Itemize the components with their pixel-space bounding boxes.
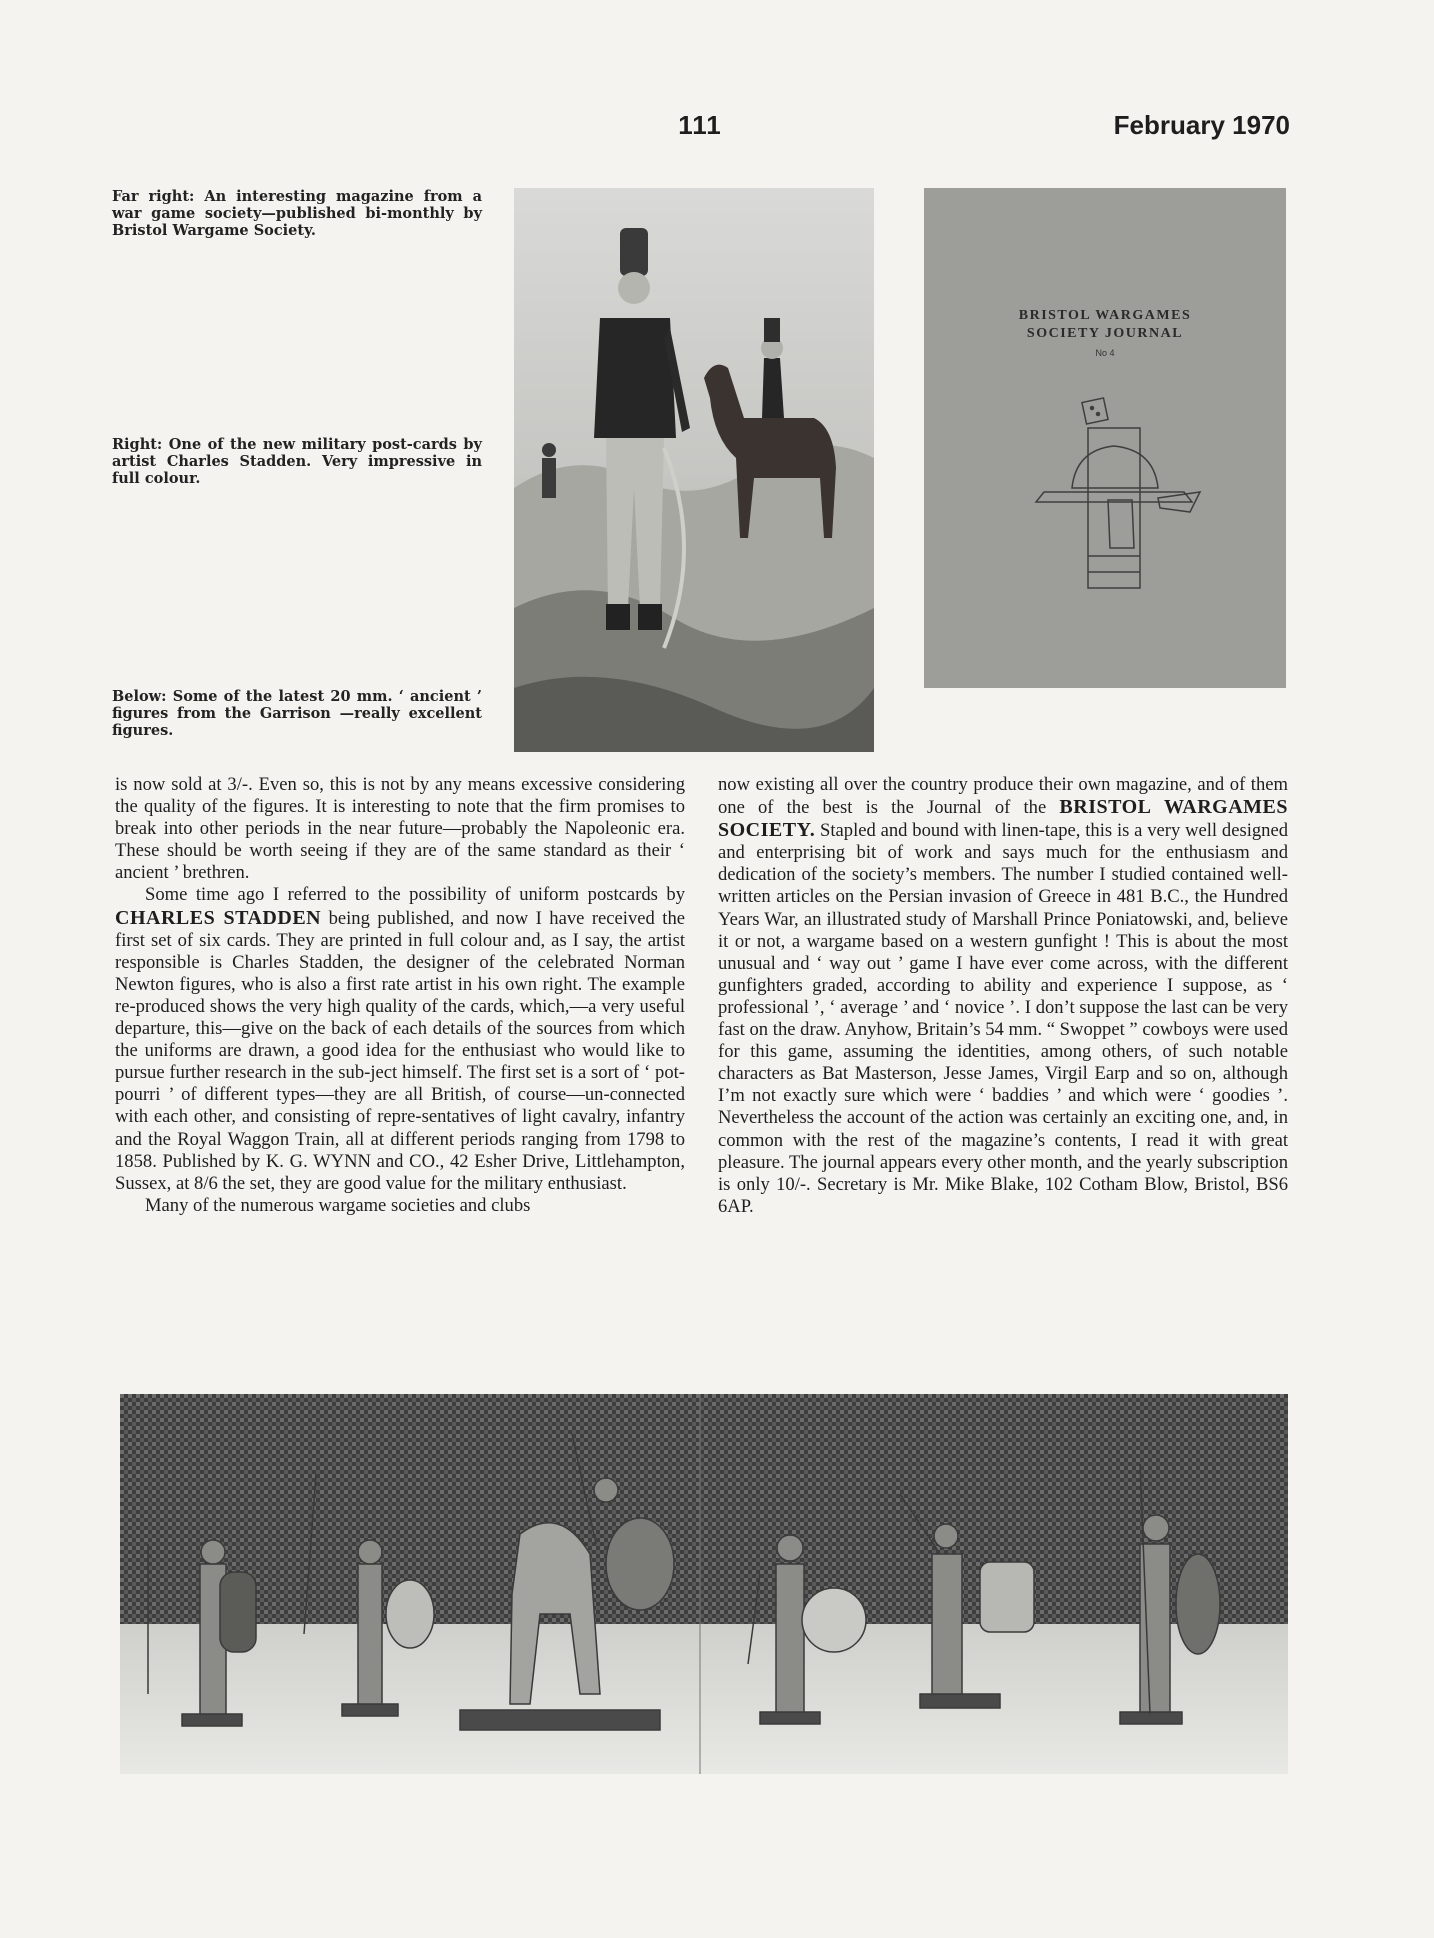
paragraph: Many of the numerous wargame societies and clubs	[145, 1194, 531, 1216]
caption-label: Right:	[112, 436, 163, 453]
society-name: BRISTOL WARGAMES SOCIETY.	[718, 796, 1289, 842]
caption-text: One of the new military post-cards by artist Charles Stadden. Very impressive in full colour.	[112, 436, 482, 487]
journal-cover	[924, 188, 1286, 688]
caption-right	[112, 436, 482, 487]
article-column-left	[115, 774, 685, 1217]
paragraph-text: being published, and now I have received the first set of six cards. They are printed in full colour and, as I say, the artist responsible is Charles Stadden, the designer of the celebrated Norman Newton figures, who is also a first rate artist in his own right. The example re-produced shows the very high quality of the cards, which,—a very useful departure, this—give on the back of each details of the sources from which the uniforms are drawn, a good idea for the enthusiast who would like to pursue further research in the sub-ject himself. The first set is a sort of ‘ pot-pourri ’ of different types—they are all British, of course—un-connected with each other, and consisting of repre-sentatives of light cavalry, infantry and the Royal Waggon Train, all at different periods ranging from 1798 to 1858. Published by K. G. WYNN and CO., 42 Esher Drive, Littlehampton, Sussex, at 8/6 the set, they are good value for the military enthusiast.	[115, 907, 686, 1194]
artist-name: CHARLES STADDEN	[115, 906, 322, 929]
paragraph-text: Stapled and bound with linen-tape, this is a very well designed and enterprising bit of work and says much for the enthusiasm and dedication of the society’s members. The number I studied contained well-written articles on the Persian invasion of Greece in 481 B.C., the Hundred Years War, an illustrated study of Marshall Prince Poniatowski, and, believe it or not, a wargame based on a western gunfight ! This is about the most unusual and ‘ way out ’ game I have ever come across, with the different gunfighters graded, according to ability and experience I suppose, as ‘ professional ’, ‘ average ’ and ‘ novice ’. I don’t suppose the last can be very fast on the draw. Anyhow, Britain’s 54 mm. “ Swoppet ” cowboys were used for this game, assuming the identities, among others, of such notable characters as Bat Masterson, Jesse James, Virgil Earp and so on, although I’m not exactly sure which were ‘ baddies ’ and which were ‘ goodies ’. Nevertheless the account of the action was certainly an exciting one, and, in common with the rest of the magazine’s contents, I read it with great pleasure. The journal appears every other month, and the yearly subscription is only 10/-. Secretary is Mr. Mike Blake, 102 Cotham Blow, Bristol, BS6 6AP.	[718, 820, 1289, 1217]
paragraph	[115, 884, 685, 1194]
miniature-figures-photo	[120, 1394, 1288, 1774]
helmet-emblem-icon	[1014, 388, 1214, 598]
journal-title-line1: BRISTOL WARGAMES	[1018, 308, 1192, 323]
article-column-right	[718, 774, 1288, 1218]
caption-text: An interesting magazine from a war game society—published bi-monthly by Bristol Wargame Society.	[112, 188, 482, 239]
page-number: 111	[678, 110, 722, 140]
paragraph-text: Some time ago I referred to the possibility of uniform postcards by	[145, 884, 685, 906]
caption-far-right	[112, 188, 482, 239]
caption-label: Far right:	[112, 188, 195, 205]
paragraph	[718, 774, 1288, 1218]
caption-label: Below:	[112, 688, 167, 705]
paragraph: is now sold at 3/-. Even so, this is not by any means excessive considering the quality of the figures. It is interesting to note that the firm promises to break into other periods in the near future—probably the Napoleonic era. These should be worth seeing if they are of the same standard as their ‘ ancient ’ brethren.	[115, 774, 685, 884]
journal-title-line2: SOCIETY JOURNAL	[1026, 326, 1184, 341]
paragraph-text: now existing all over the country produce their own magazine, and of them one of the best is the Journal of the	[718, 774, 1288, 819]
postcard-illustration	[514, 188, 874, 752]
caption-text: Some of the latest 20 mm. ‘ ancient ’ figures from the Garrison —really excellent figures.	[112, 688, 482, 739]
journal-issue-number: No 4	[1095, 348, 1115, 358]
caption-below	[112, 688, 482, 739]
issue-date: February 1970	[1113, 110, 1290, 140]
